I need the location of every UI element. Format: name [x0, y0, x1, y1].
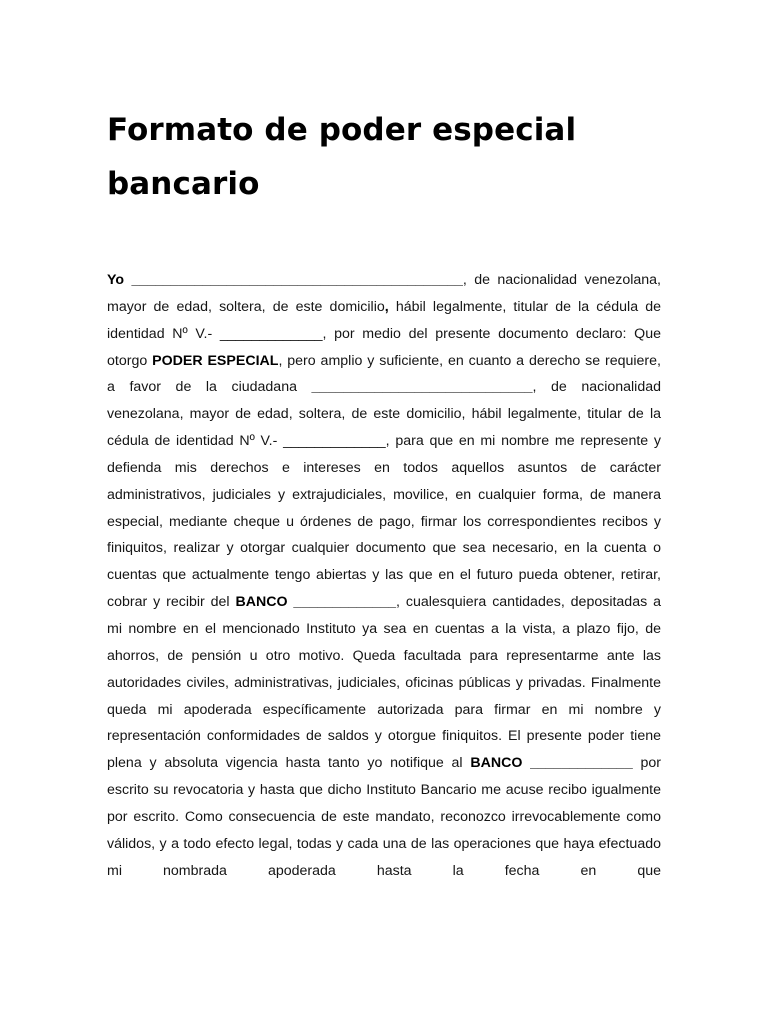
grantor-label: Yo — [107, 272, 125, 288]
bank-name-blank: BANCO _____________ — [235, 594, 396, 611]
title-line-2: bancario — [107, 166, 260, 202]
body-segment: , pero amplio y suficiente, en cuanto a derecho se requiere, a favor de la ciudadana — [107, 352, 661, 396]
body-segment: , cualesquiera cantidades, depositadas a mi nombre en el mencionado Instituto ya sea en cuentas a la vista, a plazo fijo, de ahorros, de pensión u otro motivo. Queda facultada para representarme ante las autoridades civiles, administrativas, judiciales, oficinas públicas y privadas. Finalmente queda mi apoderada específicamente autorizada para firmar en mi nombre y representación conformidades de saldos y otorgue finiquitos. El presente poder tiene plena y absoluta vigencia hasta tanto yo notifique al — [107, 594, 661, 772]
power-type-label: PODER ESPECIAL — [152, 352, 279, 369]
title-line-1: Formato de poder especial — [107, 112, 577, 148]
document-title — [107, 0, 661, 211]
attorney-name-blank: ____________________________ — [311, 379, 533, 396]
grantor-name-blank: __________________________________________ — [131, 272, 463, 288]
body-bold-comma: , — [384, 298, 389, 315]
bank-name-blank: BANCO _____________ — [470, 755, 633, 772]
body-segment: , de nacionalidad venezolana, mayor de edad, soltera, de este domicilio, hábil legalmente, titular de la cédula de identidad Nº V.- _____________, para que en mi nombre me represente y defienda mis derechos e intereses en todos aquellos asuntos de carácter administrativos, judiciales y extrajudiciales, movilice, en cualquier forma, de manera especial, mediante cheque u órdenes de pago, firmar los correspondientes recibos y finiquitos, realizar y otorgar cualquier documento que sea necesario, en la cuenta o cuentas que actualmente tengo abiertas y las que en el futuro pueda obtener, retirar, cobrar y recibir del — [107, 379, 662, 611]
document-body — [107, 267, 661, 884]
document-page — [107, 0, 661, 884]
body-segment: hábil legalmente, titular de la cédula de identidad Nº V.- _____________, por medio del presente documento declaro: Que otorgo — [107, 298, 661, 369]
body-segment: por escrito su revocatoria y hasta que dicho Instituto Bancario me acuse recibo igualmente por escrito. Como consecuencia de este mandato, reconozco irrevocablemente como válidos, y a todo efecto legal, todas y cada una de las operaciones que haya efectuado mi nombrada apoderada hasta la fecha en que — [107, 755, 661, 879]
body-segment: , de nacionalidad venezolana, mayor de edad, soltera, de este domicilio — [107, 272, 661, 315]
